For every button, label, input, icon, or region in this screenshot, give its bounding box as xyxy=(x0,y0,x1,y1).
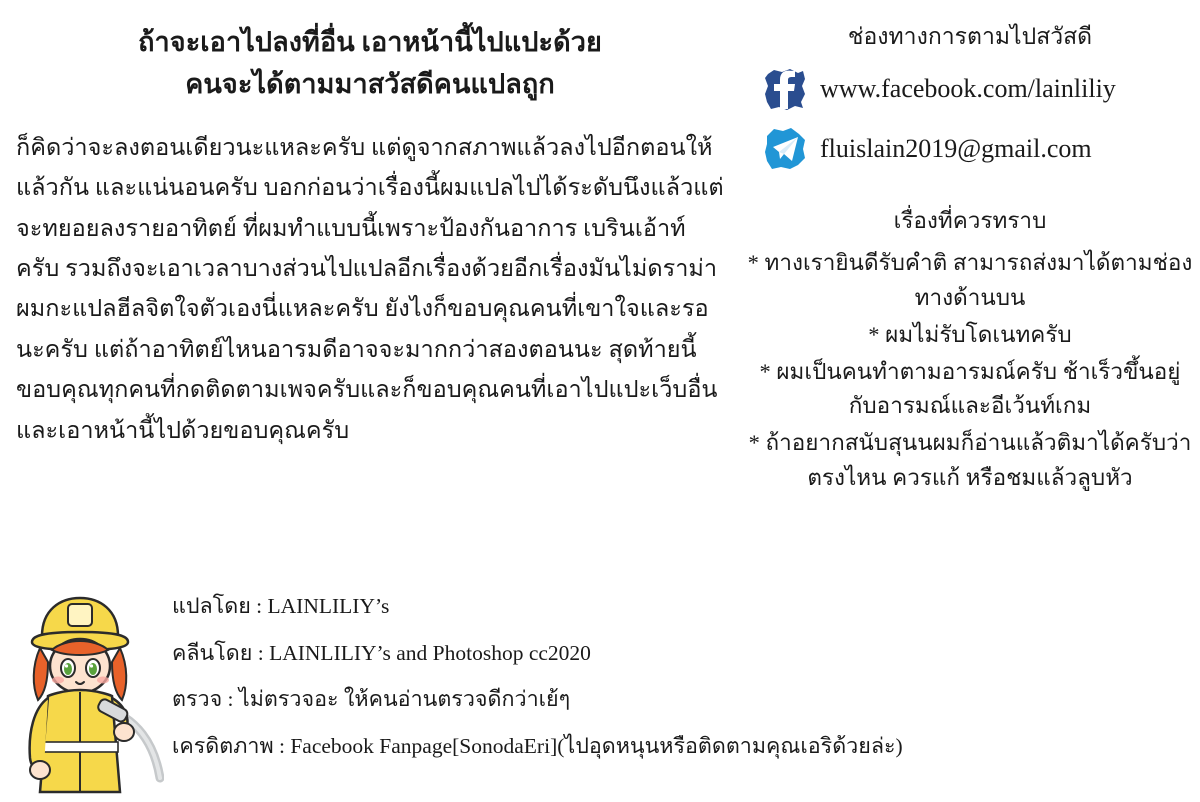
right-column xyxy=(740,0,1200,800)
contact-section-title: ช่องทางการตามไปสวัสดี xyxy=(847,24,1093,49)
translator-note-paragraph: ก็คิดว่าจะลงตอนเดียวนะแหละครับ แต่ดูจากสภาพแล้วลงไปอีกตอนให้แล้วกัน และแน่นอนครับ บอกก่อนว่าเรื่องนี้ผมแปลไปได้ระดับนึงแล้วแต่จะทยอยลงรายอาทิตย์ ที่ผมทำแบบนี้เพราะป้องกันอาการ เบรินเอ้าท์ครับ รวมถึงจะเอาเวลาบางส่วนไปแปลอีกเรื่องด้วยอีกเรื่องมันไม่ดราม่าผมกะแปลฮีลจิตใจตัวเองนี่แหละครับ ยังไงก็ขอบคุณคนที่เขาใจและรอนะครับ แต่ถ้าอาทิตย์ไหนอารมดีอาจจะมากกว่าสองตอนนะ สุดท้ายนี้ขอบคุณทุกคนที่กดติดตามเพจครับและก็ขอบคุณคนที่เอาไปแปะเว็บอื่นและเอาหน้านี้ไปด้วยขอบคุณครับ xyxy=(16,134,724,444)
notice-list xyxy=(740,246,1200,496)
notice-item: * ถ้าอยากสนับสุนนผมก็อ่านแล้วติมาได้ครับว่าตรงไหน ควรแก้ หรือชมแล้วลูบหัว xyxy=(748,430,1192,491)
email-contact-row[interactable] xyxy=(740,126,1200,172)
telegram-paper-plane-icon xyxy=(762,126,808,172)
notice-section-title: เรื่องที่ควรทราบ xyxy=(893,207,1047,233)
credit-proofreader: ตรวจ : ไม่ตรวจอะ ให้คนอ่านตรวจดีกว่าเย้ๆ xyxy=(172,687,571,711)
facebook-icon xyxy=(762,66,808,112)
translator-note xyxy=(16,128,726,451)
facebook-url-text: www.facebook.com/lainliliy xyxy=(820,73,1116,103)
credit-image-source: เครดิตภาพ : Facebook Fanpage[SonodaEri](ไปอุดหนุนหรือติดตามคุณเอริด้วยล่ะ) xyxy=(172,733,903,758)
credit-cleaner: คลีนโดย : LAINLILIY’s and Photoshop cc2020 xyxy=(172,640,591,665)
credit-translator: แปลโดย : LAINLILIY’s xyxy=(172,594,390,618)
email-address-text: fluislain2019@gmail.com xyxy=(820,133,1092,163)
notice-item: * ทางเรายินดีรับคำติ สามารถส่งมาได้ตามช่องทางด้านบน xyxy=(747,249,1193,310)
headline-line-1: ถ้าจะเอาไปลงที่อื่น เอาหน้านี้ไปแปะด้วย xyxy=(138,27,602,57)
notice-item: * ผมเป็นคนทำตามอารมณ์ครับ ช้าเร็วขึ้นอยู่กับอารมณ์และอีเว้นท์เกม xyxy=(759,358,1181,419)
facebook-contact-row[interactable] xyxy=(740,66,1200,112)
notice-item: * ผมไม่รับโดเนทครับ xyxy=(868,321,1072,347)
page-title xyxy=(34,22,706,106)
headline-line-2: คนจะได้ตามมาสวัสดีคนแปลถูก xyxy=(185,68,555,99)
firefighter-girl-illustration xyxy=(14,592,164,797)
